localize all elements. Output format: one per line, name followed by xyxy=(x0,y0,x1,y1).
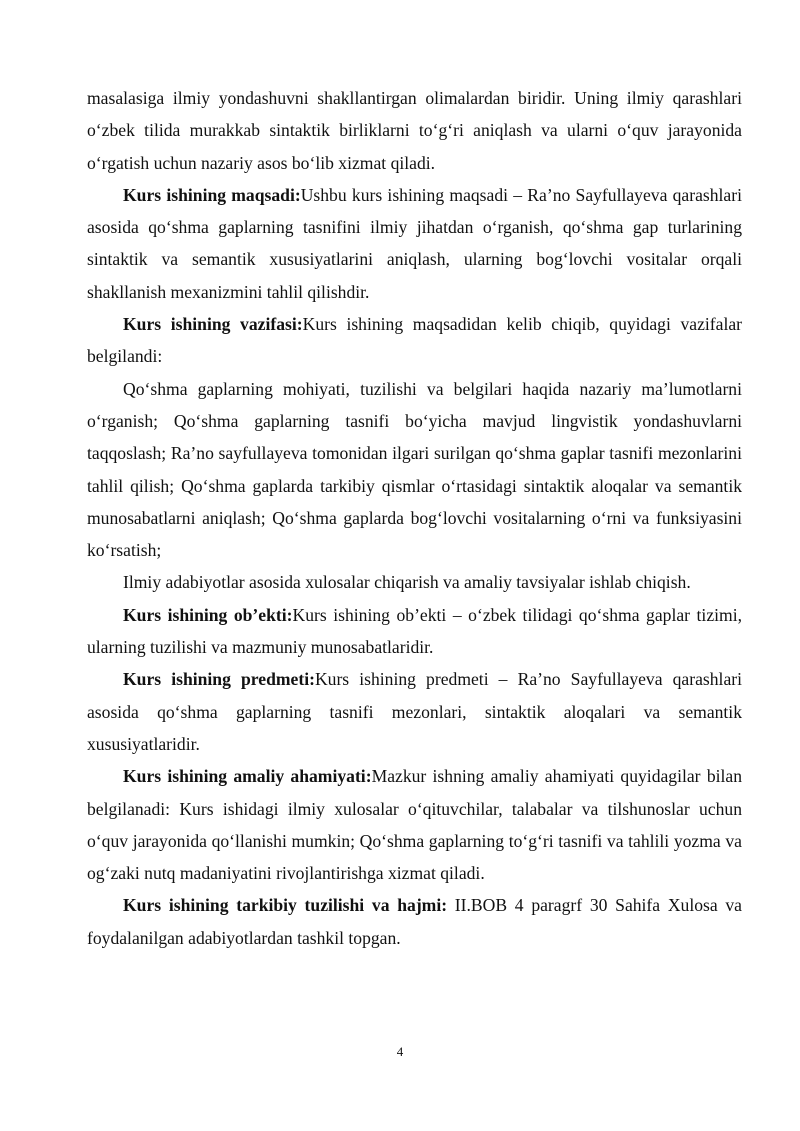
goal-heading: Kurs ishining maqsadi: xyxy=(123,184,301,205)
practical-paragraph xyxy=(87,760,742,889)
practical-text: Mazkur ishning amaliy ahamiyati quyidagilar bilan belgilanadi: Kurs ishidagi ilmiy xulosalar o‘qituvchilar, talabalar va tilshunoslar uchun o‘quv jarayonida qo‘llanishi mumkin; Qo‘shma gaplarning to‘g‘ri tasnifi va tahlili yozma va og‘zaki nutq madaniyatini rivojlantirishga xizmat qiladi. xyxy=(87,766,742,884)
structure-text: II.BOB 4 paragrf 30 Sahifa Xulosa va foydalanilgan adabiyotlardan tashkil topgan. xyxy=(87,895,742,948)
tasks-list-paragraph: Qo‘shma gaplarning mohiyati, tuzilishi va belgilari haqida nazariy ma’lumotlarni o‘rganish; Qo‘shma gaplarning tasnifi bo‘yicha mavjud lingvistik yondashuvlarni taqqoslash; Ra’no sayfullayeva tomonidan ilgari surilgan qo‘shma gaplar tasnifi mezonlarini tahlil qilish; Qo‘shma gaplarda tarkibiy qismlar o‘rtasidagi sintaktik aloqalar va semantik munosabatlarni aniqlash; Qo‘shma gaplarda bog‘lovchi vositalarning o‘rni va funksiyasini ko‘rsatish; xyxy=(87,378,742,561)
object-heading: Kurs ishining ob’ekti: xyxy=(123,604,293,625)
tasks-text: Kurs ishining maqsadidan kelib chiqib, quyidagi vazifalar belgilandi: xyxy=(87,314,742,367)
page-number: 4 xyxy=(396,1044,404,1059)
practical-heading: Kurs ishining amaliy ahamiyati: xyxy=(123,766,372,787)
subject-paragraph xyxy=(87,663,742,760)
structure-paragraph xyxy=(87,889,742,954)
tasks-conclusion-paragraph: Ilmiy adabiyotlar asosida xulosalar chiqarish va amaliy tavsiyalar ishlab chiqish. xyxy=(123,572,691,593)
document-page xyxy=(87,82,742,954)
intro-continuation-paragraph: masalasiga ilmiy yondashuvni shakllantirgan olimalardan biridir. Uning ilmiy qarashlari o‘zbek tilida murakkab sintaktik birliklarni to‘g‘ri aniqlash va ularni o‘quv jarayonida o‘rgatish uchun nazariy asos bo‘lib xizmat qiladi. xyxy=(87,88,742,173)
object-text: Kurs ishining ob’ekti – o‘zbek tilidagi qo‘shma gaplar tizimi, ularning tuzilishi va mazmuniy munosabatlaridir. xyxy=(87,604,742,658)
subject-text: Kurs ishining predmeti – Ra’no Sayfullayeva qarashlari asosida qo‘shma gaplarning tasnifi mezonlari, sintaktik aloqalari va semantik xususiyatlaridir. xyxy=(87,669,742,754)
tasks-heading: Kurs ishining vazifasi: xyxy=(123,314,303,335)
subject-heading: Kurs ishining predmeti: xyxy=(123,669,315,690)
goal-paragraph xyxy=(87,179,742,308)
tasks-paragraph xyxy=(87,308,742,373)
goal-text: Ushbu kurs ishining maqsadi – Ra’no Sayfullayeva qarashlari asosida qo‘shma gaplarning tasnifini ilmiy jihatdan o‘rganish, qo‘shma gap turlarining sintaktik va semantik xususiyatlarini aniqlash, ularning bog‘lovchi vositalar orqali shakllanish mexanizmini tahlil qilishdir. xyxy=(87,184,742,302)
object-paragraph xyxy=(87,599,742,664)
structure-heading: Kurs ishining tarkibiy tuzilishi va hajmi: xyxy=(123,895,448,916)
